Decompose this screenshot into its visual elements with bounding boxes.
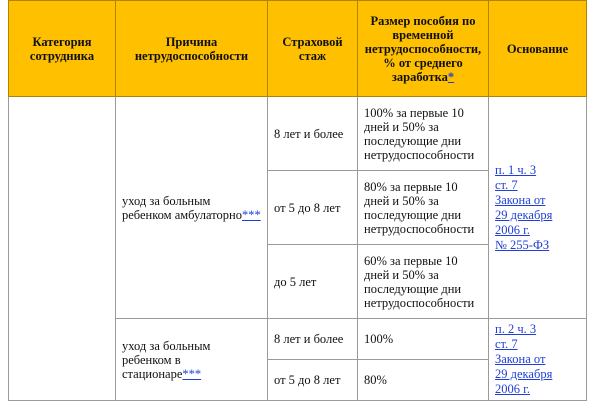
basis-line: 2006 г.: [495, 222, 530, 237]
benefits-table: [8, 0, 587, 401]
basis-line: 29 декабря: [495, 367, 553, 381]
header-benefit-text: Размер пособия по временной нетрудоспособности, % от среднего заработка: [364, 13, 482, 84]
footnote-link-outpatient[interactable]: ***: [241, 207, 261, 222]
benefit-cell: 100%: [358, 319, 489, 360]
header-category: Категория сотрудника: [9, 1, 116, 97]
header-insurance-period: Страховой стаж: [268, 1, 358, 97]
reason-text: уход за больным ребенком в стационаре: [122, 338, 211, 381]
basis-line: 29 декабря: [495, 207, 553, 222]
basis-line: Закона от: [495, 352, 546, 366]
basis-line: ст. 7: [495, 337, 518, 351]
stazh-cell: 8 лет и более: [268, 319, 358, 360]
stazh-cell: от 5 до 8 лет: [268, 360, 358, 401]
basis-line: № 255-ФЗ: [495, 237, 550, 252]
basis-cell-outpatient: [489, 97, 587, 319]
basis-line: п. 2 ч. 3: [495, 322, 537, 336]
basis-cell-inpatient: [489, 319, 587, 401]
header-reason: Причина нетрудоспособности: [116, 1, 268, 97]
header-basis: Основание: [489, 1, 587, 97]
basis-line: п. 1 ч. 3: [495, 162, 537, 177]
table-row: [9, 97, 587, 171]
basis-link-inpatient[interactable]: [495, 322, 552, 396]
stazh-cell: 8 лет и более: [268, 97, 358, 171]
header-benefit-amount: [358, 1, 489, 97]
reason-text: уход за больным ребенком амбулаторно: [122, 193, 242, 222]
category-cell: [9, 97, 116, 401]
basis-line: Закона от: [495, 192, 546, 207]
reason-cell-outpatient: [116, 97, 268, 319]
stazh-cell: до 5 лет: [268, 245, 358, 319]
basis-line: ст. 7: [495, 177, 518, 192]
stazh-cell: от 5 до 8 лет: [268, 171, 358, 245]
benefit-cell: 80%: [358, 360, 489, 401]
footnote-link-benefit[interactable]: *: [447, 69, 455, 84]
header-row: [9, 1, 587, 97]
reason-cell-inpatient: [116, 319, 268, 401]
benefit-cell: 60% за первые 10 дней и 50% за последующие дни нетрудоспособности: [358, 245, 489, 319]
footnote-link-inpatient[interactable]: ***: [182, 366, 202, 381]
benefit-cell: 100% за первые 10 дней и 50% за последующие дни нетрудоспособности: [358, 97, 489, 171]
benefit-cell: 80% за первые 10 дней и 50% за последующие дни нетрудоспособности: [358, 171, 489, 245]
basis-link-outpatient[interactable]: [495, 163, 552, 252]
basis-line: 2006 г.: [495, 382, 530, 396]
